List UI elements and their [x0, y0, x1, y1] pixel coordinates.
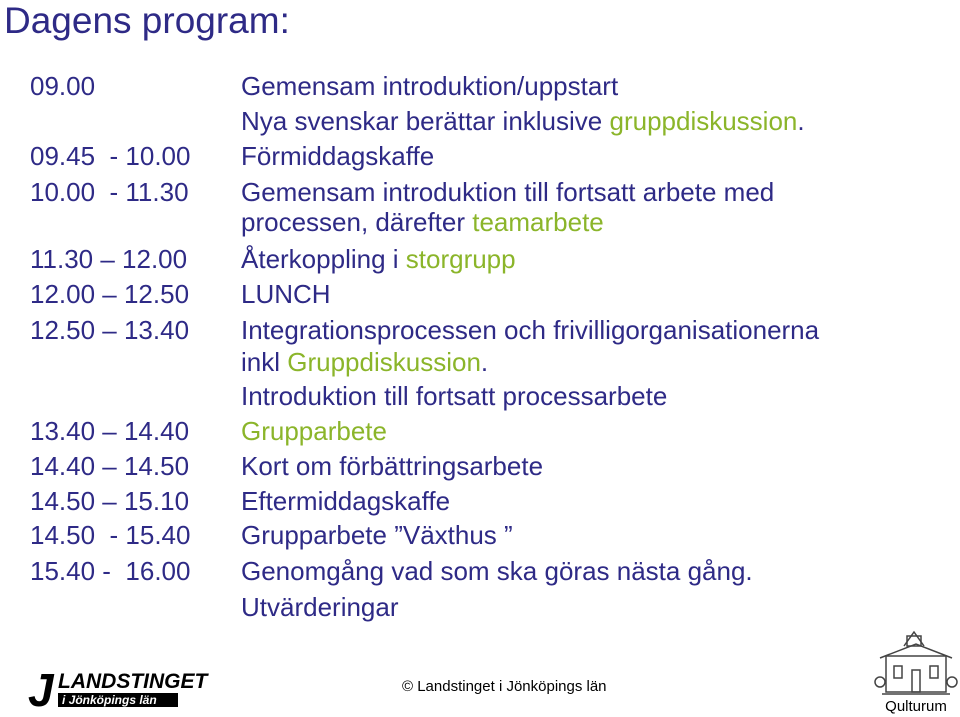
agenda-text: Gemensam introduktion/uppstart [241, 71, 619, 101]
agenda-text: Förmiddagskaffe [241, 141, 435, 171]
agenda-text: Genomgång vad som ska göras nästa gång. [241, 556, 753, 586]
agenda-time: 11.30 – 12.00 [30, 244, 188, 274]
agenda-description [241, 416, 930, 451]
agenda-row [30, 177, 930, 207]
agenda-text: Kort om förbättringsarbete [241, 451, 544, 481]
agenda-description [241, 520, 930, 556]
agenda-row [30, 451, 930, 486]
agenda-text: Introduktion till fortsatt processarbete [241, 381, 668, 411]
agenda-description [241, 279, 930, 315]
agenda-row [30, 556, 930, 592]
agenda-row [30, 141, 930, 177]
agenda-time: 14.40 – 14.50 [30, 451, 190, 481]
agenda-time: 09.00 [30, 71, 96, 101]
agenda-description [241, 141, 930, 177]
agenda-text: Grupparbete ”Växthus ” [241, 520, 513, 550]
agenda-row [30, 315, 930, 347]
agenda-time [30, 592, 241, 628]
logo-initial: J [28, 664, 54, 716]
agenda-list [30, 71, 930, 628]
agenda-text: Nya svenskar berättar inklusive [241, 106, 610, 136]
agenda-row [30, 71, 930, 106]
agenda-text: processen, därefter [241, 207, 473, 237]
agenda-time: 14.50 - 15.40 [30, 520, 191, 550]
agenda-row [30, 592, 930, 628]
agenda-row [30, 106, 930, 141]
agenda-time [30, 347, 241, 381]
page-title: Dagens program: [4, 0, 290, 41]
agenda-text: Integrationsprocessen och frivilligorganisationerna [241, 315, 820, 345]
agenda-text: Gemensam introduktion till fortsatt arbete med [241, 177, 775, 207]
agenda-description [241, 592, 930, 628]
agenda-row [30, 207, 930, 244]
agenda-description [241, 177, 930, 207]
copyright-text: © Landstinget i Jönköpings län [402, 678, 607, 695]
agenda-row [30, 244, 930, 279]
agenda-time: 15.40 - 16.00 [30, 556, 191, 586]
agenda-description [241, 207, 930, 244]
agenda-text: LUNCH [241, 279, 331, 309]
agenda-description [241, 347, 930, 381]
agenda-description [241, 486, 930, 520]
agenda-highlight-text: Gruppdiskussion [287, 347, 481, 377]
agenda-row [30, 416, 930, 451]
agenda-time [30, 381, 241, 416]
agenda-highlight-text: teamarbete [472, 207, 604, 237]
agenda-highlight-text: gruppdiskussion [609, 106, 798, 136]
agenda-time: 10.00 - 11.30 [30, 177, 189, 207]
agenda-text: Återkoppling i [241, 244, 406, 274]
agenda-description [241, 315, 930, 347]
agenda-row [30, 347, 930, 381]
agenda-row [30, 486, 930, 520]
agenda-highlight-text: Grupparbete [241, 416, 387, 446]
agenda-description [241, 71, 930, 106]
agenda-row [30, 279, 930, 315]
agenda-time: 12.50 – 13.40 [30, 315, 190, 345]
agenda-text: . [797, 106, 805, 136]
qulturum-label: Qulturum [885, 698, 947, 715]
agenda-time: 13.40 – 14.40 [30, 416, 190, 446]
agenda-row [30, 520, 930, 556]
agenda-time: 09.45 - 10.00 [30, 141, 191, 171]
agenda-time [30, 106, 241, 141]
agenda-time [30, 207, 241, 244]
agenda-highlight-text: storgrupp [405, 244, 516, 274]
building-icon [875, 632, 957, 694]
agenda-description [241, 451, 930, 486]
logo-sub-text: i Jönköpings län [62, 693, 157, 707]
agenda-time: 14.50 – 15.10 [30, 486, 190, 516]
agenda-row [30, 381, 930, 416]
agenda-description [241, 106, 930, 141]
agenda-description [241, 244, 930, 279]
agenda-text: . [480, 347, 489, 377]
qulturum-logo [874, 630, 958, 716]
logo-main-text: LANDSTINGET [58, 670, 208, 693]
agenda-text: Utvärderingar [241, 592, 399, 622]
agenda-description [241, 556, 930, 592]
agenda-text: inkl [241, 347, 288, 377]
agenda-description [241, 381, 930, 416]
agenda-time: 12.00 – 12.50 [30, 279, 190, 309]
agenda-text: Eftermiddagskaffe [241, 486, 451, 516]
landstinget-logo [28, 664, 208, 716]
